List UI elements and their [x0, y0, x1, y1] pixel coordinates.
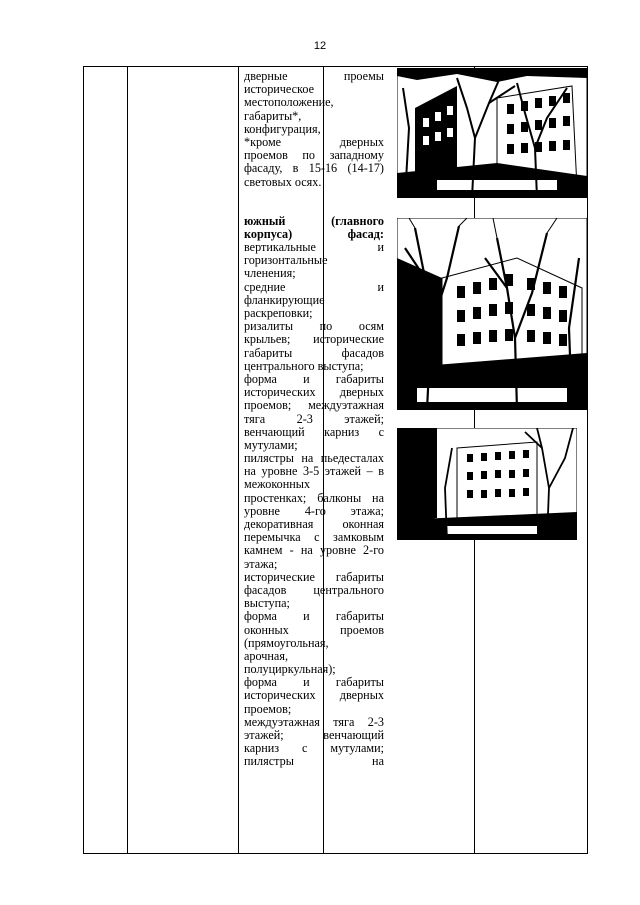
text-line: габариты*,: [244, 108, 302, 123]
text-line: междуэтажная тяга 2-3: [244, 714, 384, 729]
text-line: исторические габариты: [244, 569, 384, 584]
text-line: дверные проемы: [244, 69, 384, 83]
text-line: средние и: [244, 279, 384, 294]
text-line: оконных проемов: [244, 622, 384, 637]
text-line: проемов;: [244, 701, 292, 716]
text-line: исторических дверных: [244, 385, 384, 400]
text-line: декоративная оконная: [244, 517, 384, 531]
text-line: на уровне 3-5 этажей – в: [244, 464, 384, 479]
text-line: раскреповки;: [244, 306, 313, 320]
text-line: вертикальные и: [244, 240, 384, 255]
text-line: *кроме дверных: [244, 134, 384, 149]
text-line: арочная,: [244, 648, 288, 663]
text-line: тяга 2-3 этажей;: [244, 411, 384, 426]
text-line: световых осях.: [244, 174, 322, 189]
text-line: форма и габариты: [244, 675, 384, 690]
text-line: центрального выступа;: [244, 358, 364, 373]
text-line: историческое: [244, 82, 315, 97]
text-line: пилястры на: [244, 754, 384, 769]
text-line: членения;: [244, 266, 296, 281]
text-line: южный (главного: [244, 213, 384, 228]
text-line: фасаду, в 15-16 (14-17): [244, 161, 384, 176]
text-line: местоположение,: [244, 95, 334, 110]
text-line: пилястры на пьедесталах: [244, 451, 384, 466]
text-line: этажа;: [244, 556, 278, 571]
text-line: полуциркульная);: [244, 662, 336, 677]
text-line: ризалиты по осям: [244, 319, 384, 334]
table-column-2: [127, 67, 212, 853]
text-line: проемов по западному: [244, 148, 384, 163]
text-line: венчающий карниз с: [244, 424, 384, 439]
text-line: перемычка с замковым: [244, 530, 384, 545]
text-line: (прямоугольная,: [244, 635, 329, 650]
description-text: [244, 70, 384, 769]
text-line: фасадов центрального: [244, 582, 384, 597]
text-line: крыльев; исторические: [244, 332, 384, 347]
page-number: 12: [313, 40, 327, 52]
text-line: габариты фасадов: [244, 345, 384, 360]
text-line: камнем - на уровне 2-го: [244, 543, 384, 558]
text-line: проемов; междуэтажная: [244, 398, 384, 413]
text-line: выступа;: [244, 596, 290, 611]
text-line: корпуса) фасад:: [244, 226, 384, 241]
text-line: исторических дверных: [244, 688, 384, 703]
text-line: форма и габариты: [244, 609, 384, 624]
text-line: мутулами;: [244, 437, 298, 452]
text-line: уровне 4-го этажа;: [244, 503, 384, 518]
doorway-openings-block: [244, 70, 384, 189]
building-courtyard-with-trees-photo: [397, 68, 587, 198]
text-line: горизонтальные: [244, 253, 328, 268]
text-line: карниз с мутулами;: [244, 741, 384, 756]
courtyard-facade-photo: [397, 428, 577, 540]
text-line: фланкирующие: [244, 292, 325, 307]
text-line: конфигурация,: [244, 121, 321, 136]
text-line: этажей; венчающий: [244, 728, 384, 742]
text-line: простенках; балконы на: [244, 490, 384, 505]
text-line: межоконных: [244, 477, 311, 492]
south-facade-block: [244, 215, 384, 769]
text-line: форма и габариты: [244, 371, 384, 386]
south-facade-with-trees-photo: [397, 218, 587, 410]
